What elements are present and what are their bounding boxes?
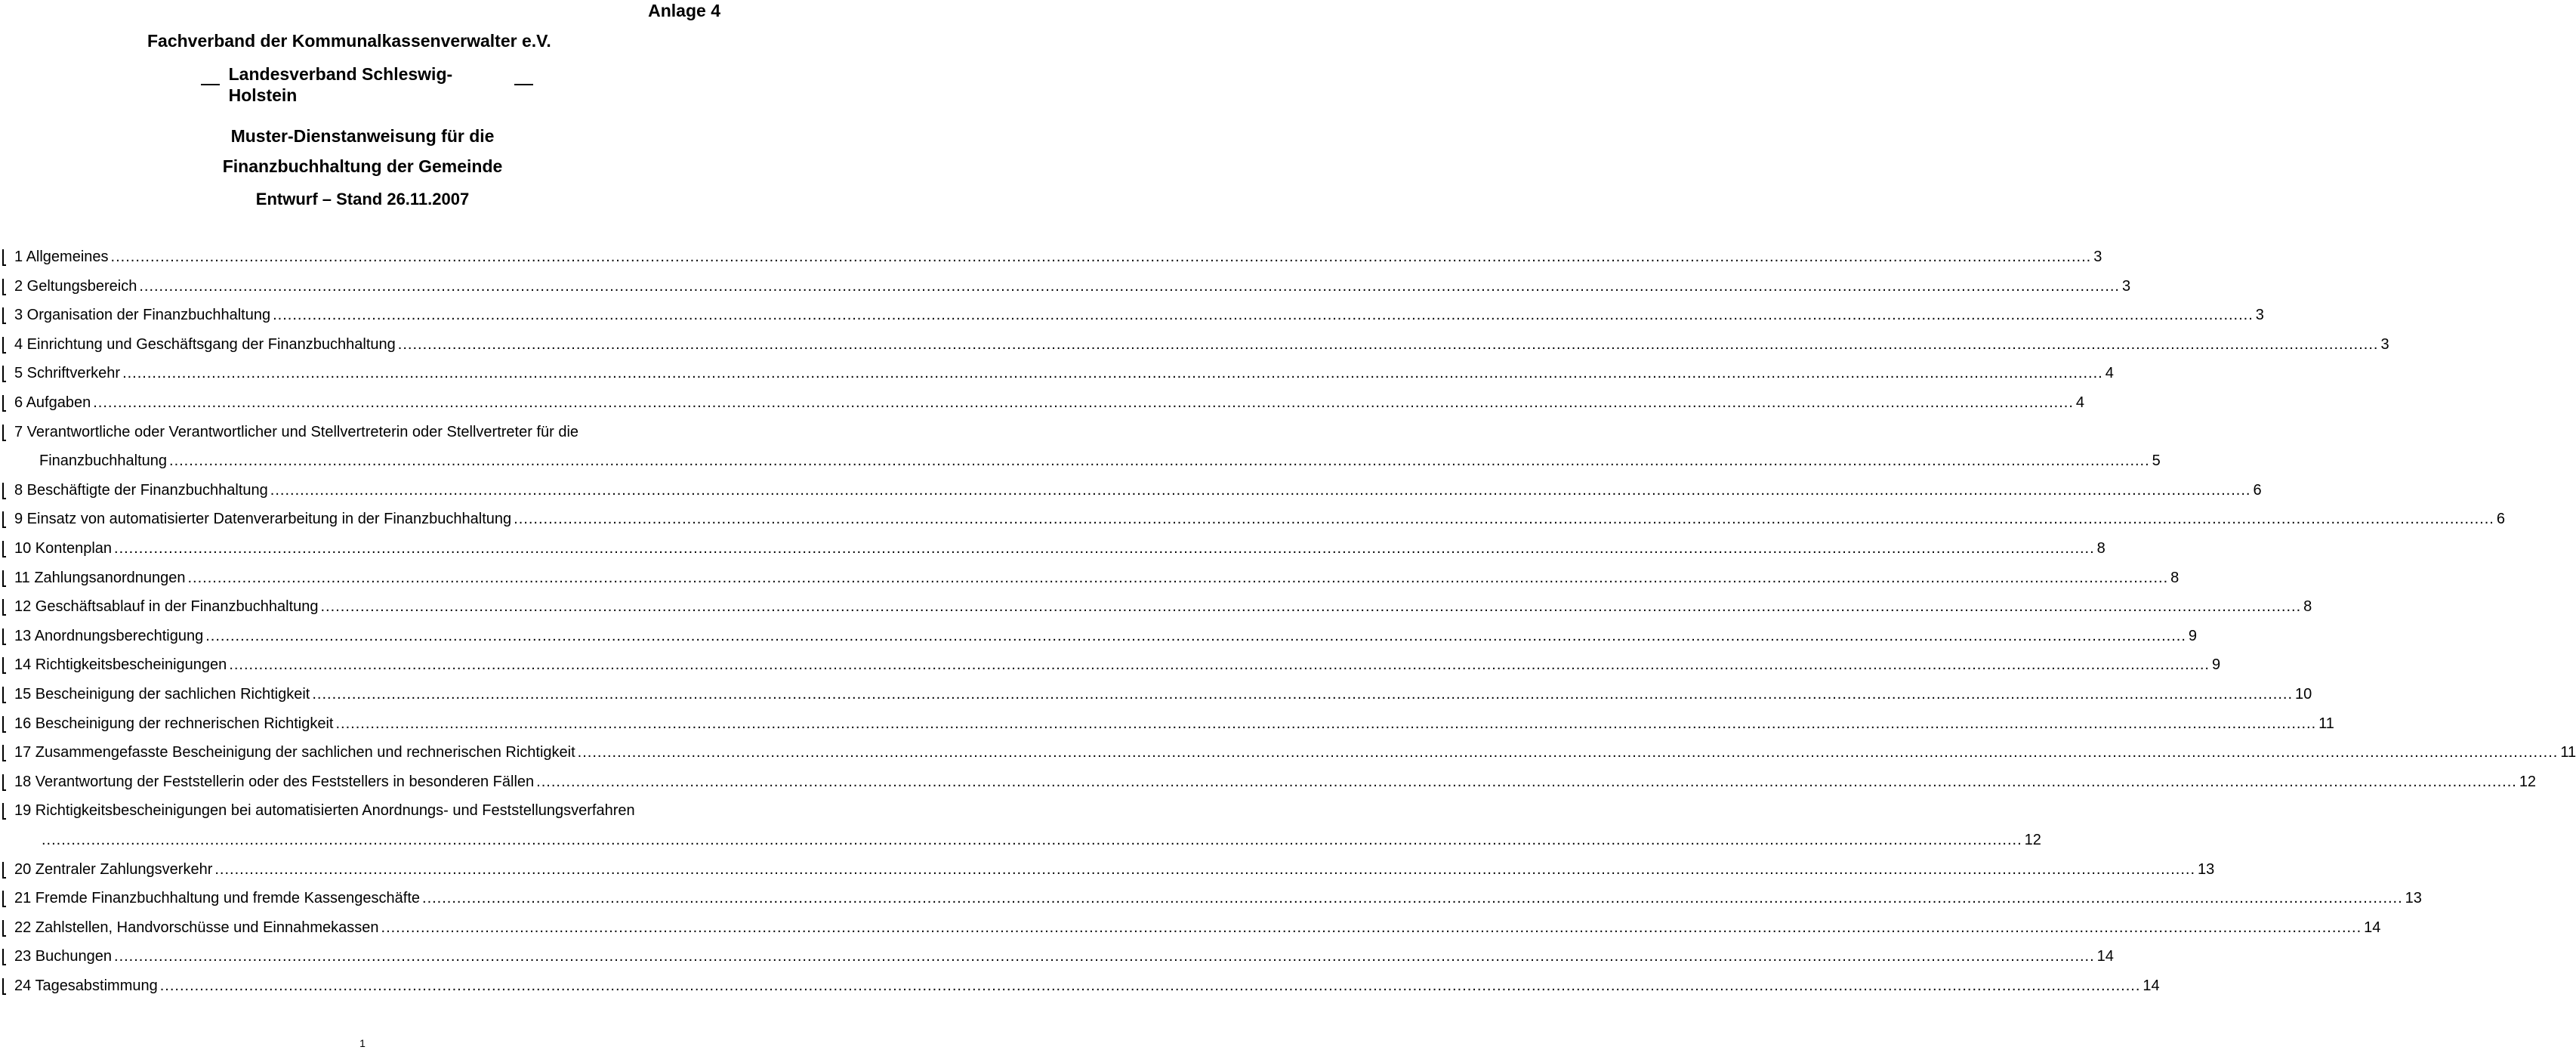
toc-entry-line — [14, 975, 2160, 996]
toc-entry-line — [14, 304, 2264, 326]
toc-entry-title: 14 Richtigkeitsbescheinigungen — [14, 656, 227, 674]
toc-marker — [2, 395, 6, 412]
dot-leader: ................................................................................................................................................................................................................................................................................................................................................................................................................ — [397, 335, 2379, 353]
toc-page-number: 3 — [2121, 277, 2131, 295]
toc-entry-line — [14, 334, 2389, 355]
toc-entry-title: 12 Geschäftsablauf in der Finanzbuchhaltung — [14, 598, 319, 616]
toc-entry-line — [14, 246, 2102, 267]
dot-leader: ................................................................................................................................................................................................................................................................................................................................................................................................................ — [169, 452, 2150, 470]
dot-leader: ................................................................................................................................................................................................................................................................................................................................................................................................................ — [273, 307, 2254, 324]
toc-entry-line — [39, 829, 2041, 851]
toc-entry-title: 10 Kontenplan — [14, 540, 113, 557]
toc-entry-title: 3 Organisation der Finanzbuchhaltung — [14, 307, 271, 324]
dot-leader: ................................................................................................................................................................................................................................................................................................................................................................................................................ — [536, 773, 2517, 790]
toc-marker — [2, 279, 6, 295]
toc-page-number: 4 — [2075, 394, 2084, 411]
toc-marker — [2, 628, 6, 645]
association-name: Fachverband der Kommunalkassenverwalter e.V. — [147, 31, 551, 51]
toc-entry-title: 11 Zahlungsanordnungen — [14, 569, 186, 586]
toc-marker — [2, 862, 6, 879]
toc-entry[interactable] — [0, 564, 2180, 594]
toc-entry[interactable] — [0, 768, 2537, 798]
toc-entry[interactable] — [0, 739, 2576, 768]
toc-marker — [2, 541, 6, 557]
toc-page-number: 14 — [2143, 977, 2160, 994]
toc-marker — [2, 803, 6, 820]
page-number: 1 — [359, 1037, 366, 1049]
toc-entry[interactable] — [0, 622, 2197, 652]
toc-page-number: 3 — [2380, 335, 2389, 353]
dot-leader: ................................................................................................................................................................................................................................................................................................................................................................................................................ — [205, 627, 2186, 644]
toc-page-number: 11 — [2560, 744, 2576, 761]
toc-marker — [2, 483, 6, 499]
toc-page-number: 3 — [2255, 307, 2264, 324]
toc-entry-title-continued: Finanzbuchhaltung — [39, 452, 168, 470]
toc-entry-continuation[interactable] — [0, 826, 2041, 856]
toc-page-number: 10 — [2295, 686, 2312, 703]
toc-entry[interactable] — [0, 681, 2312, 710]
toc-entry-line — [14, 684, 2312, 705]
toc-entry-title: 17 Zusammengefasste Bescheinigung der sachlichen und rechnerischen Richtigkeit — [14, 744, 575, 761]
toc-marker — [2, 337, 6, 354]
toc-entry-title: 22 Zahlstellen, Handvorschüsse und Einnahmekassen — [14, 919, 379, 936]
toc-marker — [2, 949, 6, 965]
toc-entry[interactable] — [0, 885, 2422, 914]
dot-leader: ................................................................................................................................................................................................................................................................................................................................................................................................................ — [187, 569, 2169, 586]
toc-page-number: 3 — [2093, 249, 2102, 265]
toc-entry[interactable] — [0, 273, 2131, 302]
toc-page-number: 14 — [2364, 919, 2381, 936]
regional-association — [201, 63, 533, 106]
toc-entry-line — [14, 859, 2215, 880]
toc-entry[interactable] — [0, 477, 2262, 506]
toc-entry-title: 20 Zentraler Zahlungsverkehr — [14, 860, 213, 878]
toc-entry[interactable] — [0, 331, 2389, 360]
toc-entry[interactable] — [0, 535, 2106, 564]
toc-marker — [2, 716, 6, 733]
toc-entry[interactable] — [0, 651, 2221, 681]
dot-leader: ................................................................................................................................................................................................................................................................................................................................................................................................................ — [159, 977, 2141, 994]
toc-entry-title: 1 Allgemeines — [14, 249, 109, 265]
toc-marker — [2, 249, 6, 266]
dot-leader: ................................................................................................................................................................................................................................................................................................................................................................................................................ — [93, 394, 2074, 411]
toc-entry-line — [14, 508, 2505, 530]
toc-marker — [2, 511, 6, 528]
document-title-line1: Muster-Dienstanweisung für die — [230, 126, 495, 146]
toc-entry-line — [14, 480, 2262, 501]
document-draft-date: Entwurf – Stand 26.11.2007 — [255, 190, 470, 208]
toc-entry[interactable] — [0, 505, 2505, 535]
toc-marker — [2, 920, 6, 937]
toc-entry[interactable] — [0, 710, 2334, 740]
regional-association-name: Landesverband Schleswig-Holstein — [228, 64, 453, 105]
left-dash — [201, 84, 220, 85]
toc-entry-title: 4 Einrichtung und Geschäftsgang der Finanzbuchhaltung — [14, 335, 396, 353]
dot-leader: ................................................................................................................................................................................................................................................................................................................................................................................................................ — [42, 832, 2022, 848]
toc-page-number: 8 — [2170, 569, 2180, 586]
toc-entry-title: 6 Aufgaben — [14, 394, 91, 411]
dot-leader: ................................................................................................................................................................................................................................................................................................................................................................................................................ — [270, 481, 2251, 499]
toc-page-number: 12 — [2024, 832, 2041, 848]
toc-entry[interactable] — [0, 243, 2102, 273]
toc-page-number: 13 — [2405, 890, 2422, 907]
toc-entry-line — [14, 946, 2114, 967]
dot-leader: ................................................................................................................................................................................................................................................................................................................................................................................................................ — [422, 890, 2403, 907]
dot-leader: ................................................................................................................................................................................................................................................................................................................................................................................................................ — [335, 715, 2317, 732]
toc-marker — [2, 978, 6, 995]
toc-marker — [2, 599, 6, 616]
dot-leader: ................................................................................................................................................................................................................................................................................................................................................................................................................ — [214, 860, 2196, 878]
dot-leader: ................................................................................................................................................................................................................................................................................................................................................................................................................ — [514, 511, 2494, 528]
toc-marker — [2, 745, 6, 761]
toc-marker — [2, 891, 6, 907]
toc-entry-line — [14, 363, 2114, 384]
toc-entry-title: 13 Anordnungsberechtigung — [14, 627, 204, 644]
toc-page-number: 5 — [2152, 452, 2161, 470]
toc-marker — [2, 366, 6, 382]
toc-marker — [2, 570, 6, 587]
toc-entry[interactable] — [0, 593, 2312, 622]
toc-entry[interactable] — [0, 943, 2114, 972]
toc-entry-line — [14, 888, 2422, 909]
dot-leader: ................................................................................................................................................................................................................................................................................................................................................................................................................ — [122, 365, 2103, 382]
dot-leader: ................................................................................................................................................................................................................................................................................................................................................................................................................ — [114, 948, 2095, 965]
toc-entry-line — [14, 654, 2221, 675]
dot-leader: ................................................................................................................................................................................................................................................................................................................................................................................................................ — [110, 249, 2092, 265]
toc-entry-line — [14, 276, 2131, 297]
toc-entry[interactable] — [0, 914, 2381, 943]
document-title-line2: Finanzbuchhaltung der Gemeinde — [222, 156, 503, 176]
toc-entry-line — [14, 771, 2537, 792]
toc-entry-line — [14, 713, 2334, 734]
toc-marker — [2, 687, 6, 703]
toc-entry[interactable] — [0, 360, 2114, 389]
toc-entry[interactable] — [0, 418, 725, 448]
toc-entry-line — [14, 567, 2180, 588]
toc-entry-title: 2 Geltungsbereich — [14, 277, 137, 295]
toc-entry-line — [14, 625, 2197, 647]
toc-entry[interactable] — [0, 301, 2264, 331]
toc-page-number: 9 — [2211, 656, 2221, 674]
dot-leader: ................................................................................................................................................................................................................................................................................................................................................................................................................ — [577, 744, 2559, 761]
dot-leader: ................................................................................................................................................................................................................................................................................................................................................................................................................ — [312, 686, 2294, 703]
toc-entry[interactable] — [0, 389, 2084, 418]
toc-entry-line — [14, 538, 2106, 559]
toc-page-number: 9 — [2188, 627, 2197, 644]
toc-entry[interactable] — [0, 972, 2160, 1002]
toc-page-number: 13 — [2198, 860, 2215, 878]
dot-leader: ................................................................................................................................................................................................................................................................................................................................................................................................................ — [114, 540, 2095, 557]
toc-entry[interactable] — [0, 856, 2215, 885]
dot-leader: ................................................................................................................................................................................................................................................................................................................................................................................................................ — [139, 277, 2120, 295]
toc-entry-title: 18 Verantwortung der Feststellerin oder des Feststellers in besonderen Fällen — [14, 773, 535, 790]
toc-page-number: 11 — [2318, 715, 2334, 732]
toc-page-number: 4 — [2105, 365, 2114, 382]
toc-page-number: 12 — [2519, 773, 2537, 790]
toc-entry-line — [14, 596, 2312, 617]
toc-entry-title: 8 Beschäftigte der Finanzbuchhaltung — [14, 481, 268, 499]
toc-entry-title: 15 Bescheinigung der sachlichen Richtigkeit — [14, 686, 310, 703]
toc-entry-line — [14, 742, 2576, 763]
toc-page-number: 6 — [2496, 511, 2505, 528]
toc-marker — [2, 657, 6, 674]
toc-entry-line — [14, 392, 2084, 413]
toc-entry-title: 24 Tagesabstimmung — [14, 977, 158, 994]
toc-entry-line — [14, 917, 2381, 938]
toc-entry-line — [39, 450, 2161, 471]
toc-entry-title: 19 Richtigkeitsbescheinigungen bei automatisierten Anordnungs- und Feststellungsverfahren — [14, 802, 635, 820]
toc-marker — [2, 425, 6, 441]
right-dash — [514, 84, 533, 85]
toc-marker — [2, 307, 6, 324]
toc-page-number: 8 — [2096, 540, 2106, 557]
toc-entry-title: 7 Verantwortliche oder Verantwortlicher und Stellvertreterin oder Stellvertreter für die — [14, 423, 579, 440]
toc-marker — [2, 774, 6, 791]
toc-entry-title: 23 Buchungen — [14, 948, 113, 965]
annex-label: Anlage 4 — [648, 1, 720, 20]
toc-page-number: 6 — [2253, 481, 2262, 499]
toc-page-number: 14 — [2096, 948, 2114, 965]
toc-entry-continuation[interactable] — [0, 447, 2161, 477]
toc-entry-title: 16 Bescheinigung der rechnerischen Richtigkeit — [14, 715, 334, 732]
toc-entry-title: 9 Einsatz von automatisierter Datenverarbeitung in der Finanzbuchhaltung — [14, 511, 512, 528]
dot-leader: ................................................................................................................................................................................................................................................................................................................................................................................................................ — [229, 656, 2210, 674]
toc-entry-title: 21 Fremde Finanzbuchhaltung und fremde Kassengeschäfte — [14, 890, 421, 907]
dot-leader: ................................................................................................................................................................................................................................................................................................................................................................................................................ — [320, 598, 2302, 616]
dot-leader: ................................................................................................................................................................................................................................................................................................................................................................................................................ — [381, 919, 2362, 936]
toc-entry-title: 5 Schriftverkehr — [14, 365, 121, 382]
toc-entry[interactable] — [0, 797, 725, 826]
toc-page-number: 8 — [2303, 598, 2312, 616]
